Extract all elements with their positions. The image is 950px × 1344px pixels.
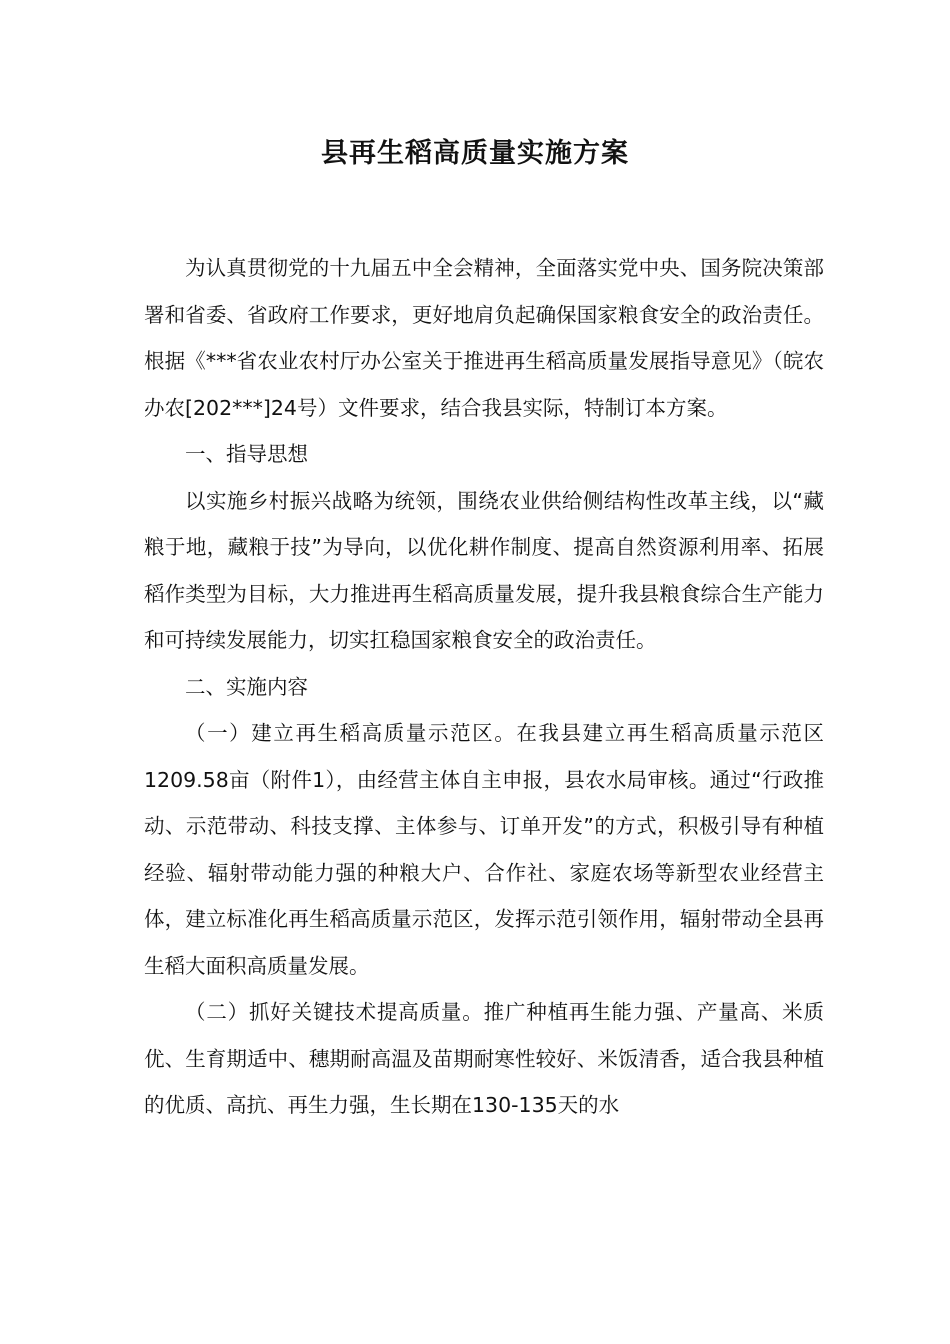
section-heading-implementation: 二、实施内容 bbox=[185, 674, 308, 699]
key-technology-paragraph: （二）抓好关键技术提高质量。推广种植再生能力强、产量高、米质优、生育期适中、穗期耐高温及苗期耐寒性较好、米饭清香，适合我县种植的优质、高抗、再生力强，生长期在130-135天的水 bbox=[144, 1000, 824, 1117]
intro-paragraph: 为认真贯彻党的十九届五中全会精神，全面落实党中央、国务院决策部署和省委、省政府工作要求，更好地肩负起确保国家粮食安全的政治责任。根据《***省农业农村厅办公室关于推进再生稻高质量发展指导意见》（皖农办农[202***]24号）文件要求，结合我县实际，特制订本方案。 bbox=[144, 256, 824, 420]
section-heading-guiding-ideology: 一、指导思想 bbox=[185, 442, 308, 466]
document-body bbox=[144, 245, 824, 1129]
guiding-ideology-paragraph: 以实施乡村振兴战略为统领，围绕农业供给侧结构性改革主线，以“藏粮于地，藏粮于技”为导向，以优化耕作制度、提高自然资源利用率、拓展稻作类型为目标，大力推进再生稻高质量发展，提升我县粮食综合生产能力和可持续发展能力，切实扛稳国家粮食安全的政治责任。 bbox=[144, 488, 824, 652]
document-title: 县再生稻高质量实施方案 bbox=[321, 138, 629, 169]
demonstration-zone-paragraph: （一）建立再生稻高质量示范区。在我县建立再生稻高质量示范区1209.58亩（附件1），由经营主体自主申报，县农水局审核。通过“行政推动、示范带动、科技支撑、主体参与、订单开发”的方式，积极引导有种植经验、辐射带动能力强的种粮大户、合作社、家庭农场等新型农业经营主体，建立标准化再生稻高质量示范区，发挥示范引领作用，辐射带动全县再生稻大面积高质量发展。 bbox=[144, 721, 824, 978]
